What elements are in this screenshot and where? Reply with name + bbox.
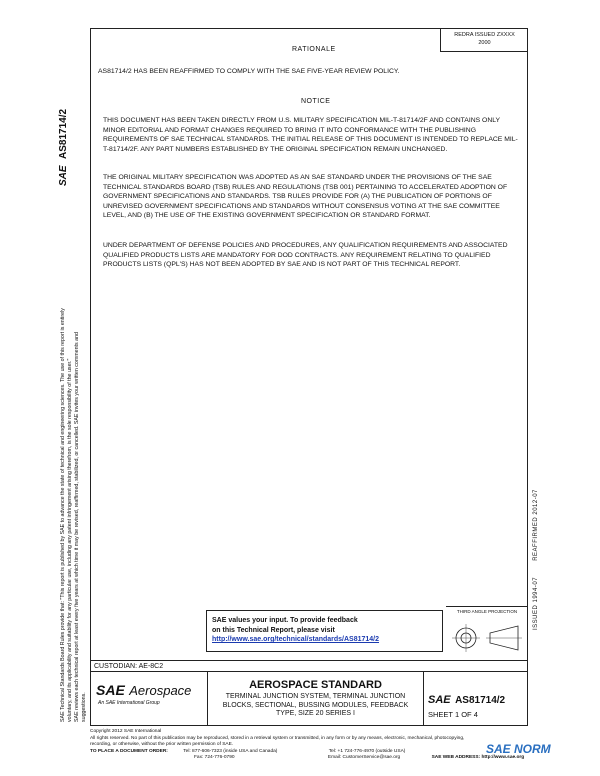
footer-copyright: Copyright 2012 SAE International (90, 729, 162, 734)
standard-cell (208, 672, 424, 726)
standard-heading: AEROSPACE STANDARD (249, 679, 382, 691)
feedback-box (206, 610, 443, 652)
footer-rights: All rights reserved. No part of this publication may be reproduced, stored in a retrieval system or transmitted, in any form or by any means, electronic, mechanical, photocopying, (90, 735, 465, 741)
notice-paragraph-2: THE ORIGINAL MILITARY SPECIFICATION WAS ADOPTED AS AN SAE STANDARD UNDER THE PROVISIONS OF THE SAE TECHNICAL STANDARDS BOARD (TSB) RULES AND REGULATIONS (TSB 001) PERTAINING TO ACCELERATED ADOPTION OF GOVERNMENT SPECIFICATIONS AND STANDARDS. TSB RULES PROVIDE FOR (A) THE PUBLICATION OF PORTIONS OF UNREVISED GOVERNMENT SPECIFICATIONS AND STANDARDS WITHOUT CONSENSUS VOTING AT THE SAE COMMITTEE LEVEL, AND (B) THE USE OF THE EXISTING GOVERNMENT SPECIFICATION OR STANDARD FORMAT. (103, 174, 508, 219)
notice-paragraph-1: THIS DOCUMENT HAS BEEN TAKEN DIRECTLY FROM U.S. MILITARY SPECIFICATION MIL-T-81714/2F AND CONTAINS ONLY MINOR EDITORIAL AND FORMAT CHANGES REQUIRED TO BRING IT INTO CONFORMANCE WITH THE PUBLISHING REQUIREMENTS OF SAE TECHNICAL STANDARDS. THE INITIAL RELEASE OF THIS DOCUMENT IS INTENDED TO REPLACE MIL-T-81714/2F. ANY PART NUMBERS ESTABLISHED BY THE ORIGINAL SPECIFICATION REMAIN UNCHANGED. (103, 117, 518, 153)
feedback-link[interactable]: http://www.sae.org/technical/standards/AS81714/2 (212, 636, 380, 643)
notice-heading: NOTICE (301, 98, 331, 105)
doc-number: AS81714/2 (455, 695, 506, 706)
footer (90, 729, 530, 762)
logo-tagline: An SAE International Group (98, 700, 160, 706)
logo-aerospace: Aerospace (129, 683, 192, 698)
rationale-heading: RATIONALE (292, 46, 336, 53)
doc-sae-logo: SAE (428, 694, 451, 706)
footer-tel-2: Tel: +1 724-776-4970 (outside USA) (328, 748, 406, 754)
side-issue-info (533, 489, 539, 630)
footer-email: Email: CustomerService@sae.org (327, 755, 401, 760)
revision-box: REDRA ISSUED ZXXXX 2000 (440, 28, 528, 52)
notice-paragraph-3: UNDER DEPARTMENT OF DEFENSE POLICIES AND PROCEDURES, ANY QUALIFICATION REQUIREMENTS AND ASSOCIATED QUALIFIED PRODUCTS LISTS ARE MANDATORY FOR DOD CONTRACTS. ANY REQUIREMENT RELATING TO QUALIFIED PRODUCTS LISTS (QPL'S) HAS NOT BEEN ADOPTED BY SAE AND IS NOT PART OF THIS TECHNICAL REPORT. (103, 242, 508, 268)
footer-order-label: TO PLACE A DOCUMENT ORDER: (90, 748, 168, 754)
rationale-text: AS81714/2 HAS BEEN REAFFIRMED TO COMPLY WITH THE SAE FIVE-YEAR REVIEW POLICY. (98, 68, 400, 75)
footer-web: SAE WEB ADDRESS: http://www.sae.org (431, 755, 525, 760)
sae-norm-watermark: SAE NORM (486, 742, 551, 756)
custodian: CUSTODIAN: AE-8C2 (90, 660, 528, 672)
third-angle-projection (446, 606, 528, 664)
logo-sae: SAE (96, 682, 125, 698)
footer-tel-1: Tel: 877-606-7323 (inside USA and Canada) (183, 748, 278, 754)
sae-aerospace-logo (90, 672, 208, 726)
side-doc-number: AS81714/2 (58, 108, 69, 159)
doc-number-cell (424, 672, 528, 726)
standard-description: TERMINAL JUNCTION SYSTEM, TERMINAL JUNCTION BLOCKS, SECTIONAL, BUSSING MODULES, FEEDBACK TYPE, SIZE 20 SERIES I (222, 693, 409, 717)
feedback-line-1: SAE values your input. To provide feedback (212, 617, 358, 624)
projection-label: THIRD ANGLE PROJECTION (456, 609, 518, 614)
footer-rights-2: recording, or otherwise, without the prior written permission of SAE. (90, 742, 234, 747)
issued-date: ISSUED 1994-07 (533, 576, 539, 630)
footer-fax: Fax: 724-776-0790 (194, 755, 235, 760)
feedback-line-2: on this Technical Report, please visit (212, 626, 335, 634)
side-notice: SAE Technical Standards Board Rules provide that: "This report is published by SAE to advance the state of technical and engineering sciences. The use of this report is entirely voluntary, and its applicability and suitability for any particular use, including any patent infringement arising therefrom, is the sole responsibility of the user." SAE reviews each technical report at least every five years at which time it may be revised, reaffirmed, stabilized, or cancelled. SAE invites your written comments and suggestions. (60, 308, 87, 722)
sheet-number: SHEET 1 OF 4 (428, 710, 478, 719)
projection-symbol-icon (446, 614, 528, 662)
side-sae-logo: SAE (58, 165, 69, 186)
reaffirmed-date: REAFFIRMED 2012-07 (533, 489, 539, 561)
